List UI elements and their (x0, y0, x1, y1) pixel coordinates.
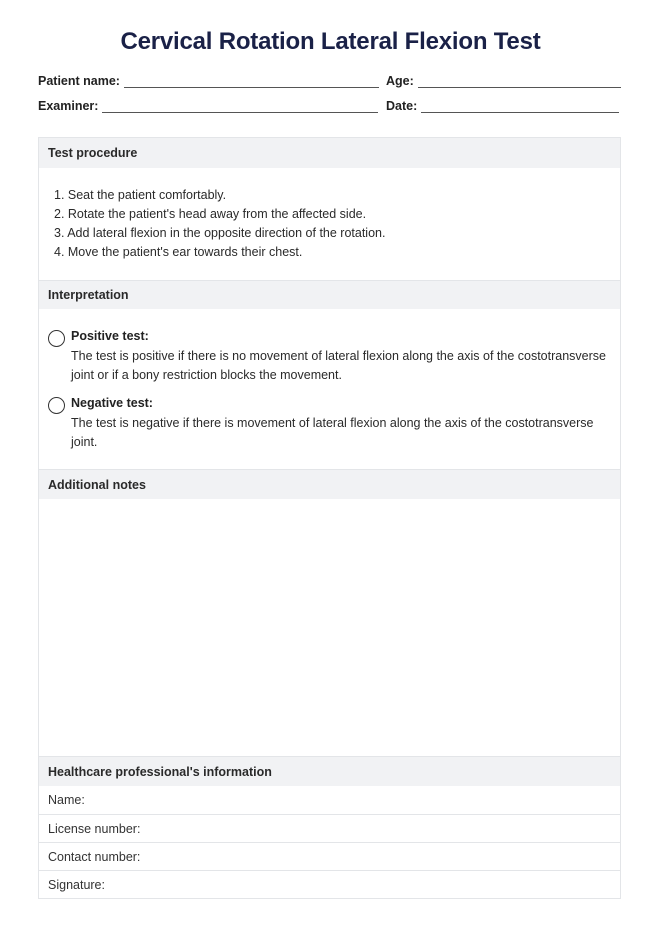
date-line[interactable] (421, 100, 619, 113)
age-label: Age: (386, 74, 414, 88)
patient-name-label: Patient name: (38, 74, 120, 88)
additional-notes-heading: Additional notes (48, 477, 146, 492)
interpretation-header (39, 280, 620, 309)
hp-signature-field[interactable] (39, 870, 620, 898)
negative-test-option (48, 396, 608, 452)
age-field[interactable] (386, 74, 621, 88)
hp-contact-number-field[interactable] (39, 842, 620, 870)
date-field[interactable] (386, 99, 619, 113)
healthcare-professional-header (39, 756, 620, 786)
hp-contact-number-label: Contact number: (48, 849, 141, 864)
patient-name-field[interactable] (38, 74, 379, 88)
examiner-field[interactable] (38, 99, 378, 113)
healthcare-professional-heading: Healthcare professional's information (48, 764, 272, 779)
hp-name-label: Name: (48, 793, 85, 807)
procedure-step: 3. Add lateral flexion in the opposite direction of the rotation. (54, 226, 386, 240)
hp-license-number-field[interactable] (39, 814, 620, 842)
positive-test-description: The test is positive if there is no movement of lateral flexion along the axis of the costotransverse joint or if a bony restriction blocks the movement. (71, 349, 606, 382)
form-container (38, 137, 621, 899)
date-label: Date: (386, 99, 418, 113)
additional-notes-header (39, 469, 620, 499)
positive-test-option (48, 329, 608, 385)
hp-signature-label: Signature: (48, 877, 105, 892)
negative-test-description: The test is negative if there is movement of lateral flexion along the axis of the costotransverse joint. (71, 416, 594, 449)
examiner-label: Examiner: (38, 99, 99, 113)
patient-name-line[interactable] (124, 75, 379, 88)
procedure-step: 4. Move the patient's ear towards their chest. (54, 245, 303, 259)
test-procedure-header (39, 138, 620, 168)
header-fields (38, 74, 628, 114)
hp-license-number-label: License number: (48, 821, 141, 836)
negative-test-radio[interactable] (48, 397, 65, 414)
positive-test-radio[interactable] (48, 330, 65, 347)
page-title: Cervical Rotation Lateral Flexion Test (120, 28, 541, 55)
test-procedure-steps (54, 186, 385, 262)
negative-test-title: Negative test: (71, 396, 153, 410)
positive-test-title: Positive test: (71, 329, 149, 343)
procedure-step: 1. Seat the patient comfortably. (54, 188, 227, 202)
interpretation-heading: Interpretation (48, 288, 129, 302)
test-procedure-heading: Test procedure (48, 146, 138, 160)
hp-name-field[interactable] (39, 786, 620, 814)
age-line[interactable] (418, 75, 621, 88)
examiner-line[interactable] (102, 100, 378, 113)
procedure-step: 2. Rotate the patient's head away from the affected side. (54, 207, 367, 221)
additional-notes-area[interactable] (39, 499, 620, 756)
